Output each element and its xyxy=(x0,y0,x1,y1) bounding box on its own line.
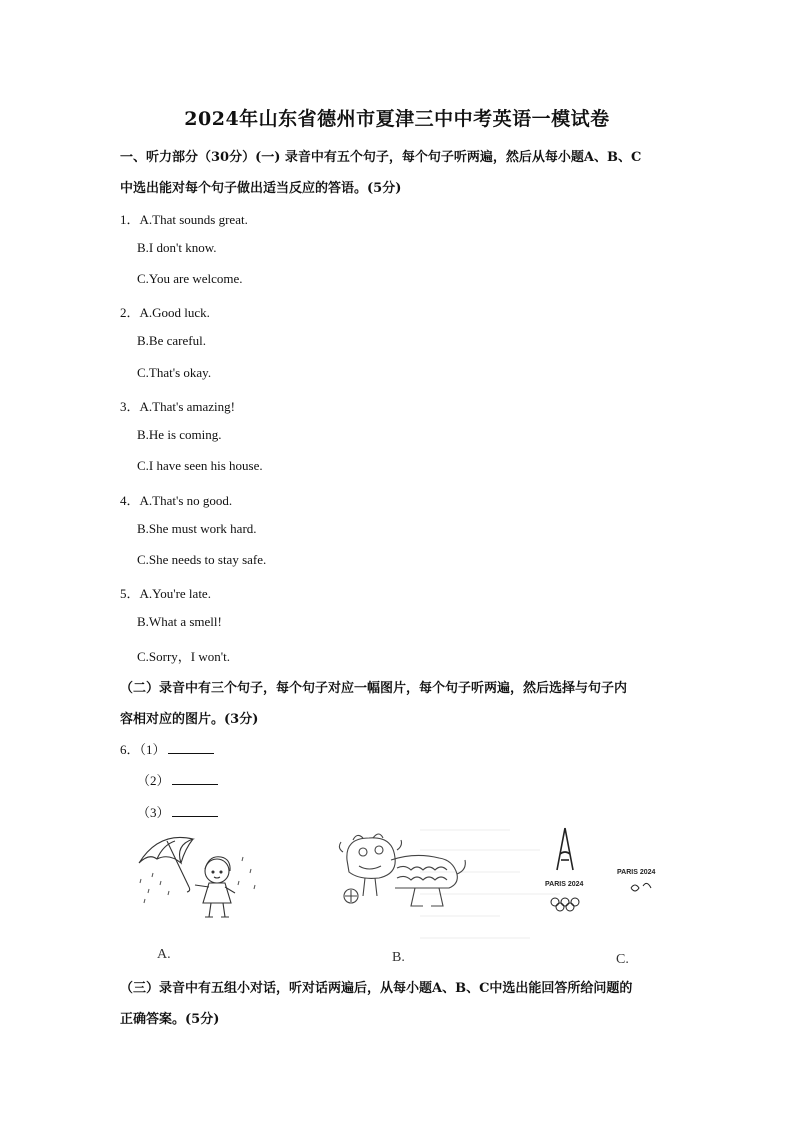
question-2-a-text: A.Good luck. xyxy=(139,305,210,320)
section2-heading-line2: 容相对应的图片。(3分) xyxy=(120,712,259,727)
lion-dance-picture xyxy=(335,830,470,920)
paris-2024-logo-picture xyxy=(535,820,665,920)
question-1-option-a xyxy=(120,209,248,228)
page-title: 2024年山东省德州市夏津三中中考英语一模试卷 xyxy=(184,108,610,130)
question-4-option-b: B.She must work hard. xyxy=(137,521,257,536)
picture-label-b: B. xyxy=(392,950,405,965)
umbrella-girl-picture xyxy=(135,823,265,923)
question-6-sub-1 xyxy=(120,739,214,758)
answer-blank-1[interactable] xyxy=(168,742,214,754)
question-4-a-text: A.That's no good. xyxy=(139,493,233,508)
question-6-sub-2 xyxy=(137,770,218,789)
picture-label-c: C. xyxy=(616,952,629,967)
question-2-option-b: B.Be careful. xyxy=(137,333,206,348)
question-1-a-text: A.That sounds great. xyxy=(139,212,248,227)
question-3-option-b: B.He is coming. xyxy=(137,427,222,442)
question-6-number: 6． xyxy=(120,742,140,757)
question-4-option-c: C.She needs to stay safe. xyxy=(137,552,267,567)
question-5-number: 5． xyxy=(120,586,140,601)
question-5-a-text: A.You're late. xyxy=(139,586,211,601)
picture-label-a: A. xyxy=(157,947,171,962)
section1-heading-line1: 一、听力部分（30分）(一) 录音中有五个句子，每个句子听两遍，然后从每小题A、B、C xyxy=(120,150,642,165)
question-5-option-c: C.Sorry，I won't. xyxy=(137,649,230,664)
question-2-number: 2． xyxy=(120,305,140,320)
question-3-a-text: A.That's amazing! xyxy=(139,399,235,414)
question-1-option-b: B.I don't know. xyxy=(137,240,217,255)
picture-options xyxy=(130,815,680,975)
question-3-number: 3． xyxy=(120,399,140,414)
question-6-sub-2-label: （2） xyxy=(137,773,170,788)
question-2-option-c: C.That's okay. xyxy=(137,365,212,380)
paris-logo-text-paralympic: PARIS 2024 xyxy=(617,869,656,876)
paris-logo-text-olympic: PARIS 2024 xyxy=(545,881,584,888)
question-6-sub-1-label: （1） xyxy=(139,742,166,757)
section1-heading-line2: 中选出能对每个句子做出适当反应的答语。(5分) xyxy=(120,181,402,196)
question-1-number: 1． xyxy=(120,212,140,227)
question-3-option-c: C.I have seen his house. xyxy=(137,458,263,473)
section2-heading-line1: （二）录音中有三个句子，每个句子对应一幅图片，每个句子听两遍，然后选择与句子内 xyxy=(120,681,628,696)
question-1-option-c: C.You are welcome. xyxy=(137,271,243,286)
question-4-option-a xyxy=(120,490,232,509)
question-5-option-a xyxy=(120,583,211,602)
question-3-option-a xyxy=(120,396,235,415)
question-5-option-b: B.What a smell! xyxy=(137,614,222,629)
question-2-option-a xyxy=(120,302,210,321)
question-4-number: 4． xyxy=(120,493,140,508)
section3-heading-line2: 正确答案。(5分) xyxy=(120,1012,220,1027)
section3-heading-line1: （三）录音中有五组小对话，听对话两遍后，从每小题A、B、C中选出能回答所给问题的 xyxy=(120,981,633,996)
question-6-sub-3-label: （3） xyxy=(137,805,170,820)
answer-blank-2[interactable] xyxy=(172,773,218,785)
